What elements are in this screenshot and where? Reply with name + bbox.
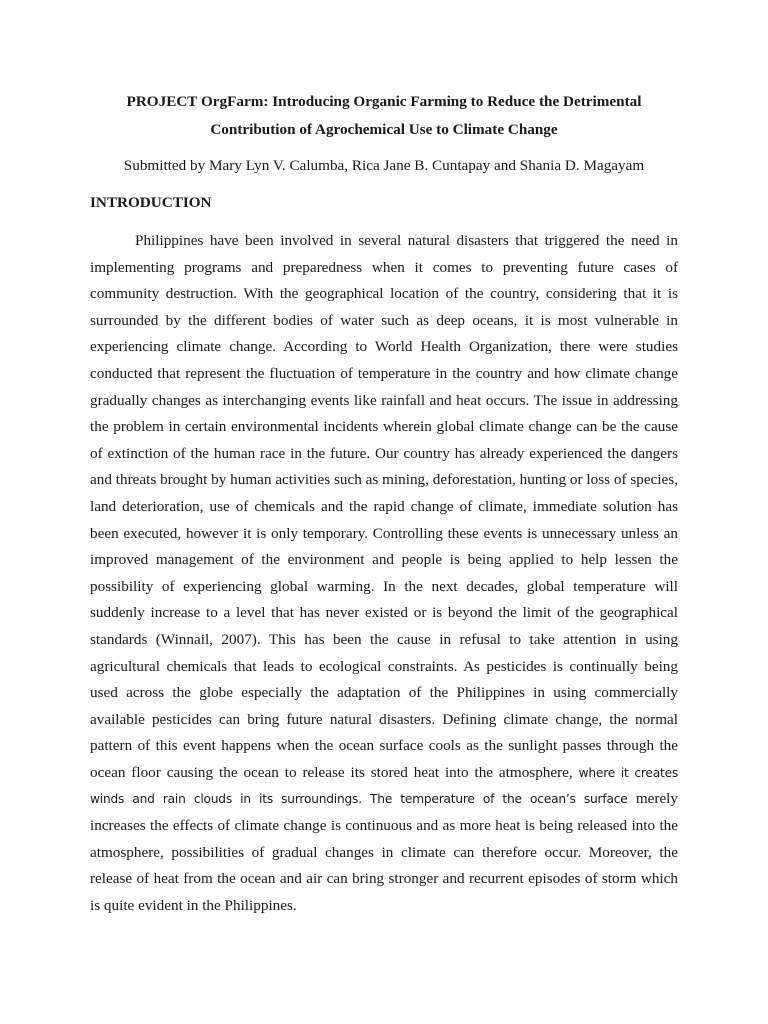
introduction-paragraph bbox=[90, 228, 678, 919]
title-line-1: PROJECT OrgFarm: Introducing Organic Farming to Reduce the Detrimental bbox=[126, 93, 642, 110]
paragraph-text-part-1: Philippines have been involved in several natural disasters that triggered the need in implementing programs and preparedness when it comes to preventing future cases of community destruction. With the geographical location of the country, considering that it is surrounded by the different bodies of water such as deep oceans, it is most vulnerable in experiencing climate change. According to World Health Organization, there were studies conducted that represent the fluctuation of temperature in the country and how climate change gradually changes as interchanging events like rainfall and heat occurs. The issue in addressing the problem in certain environmental incidents wherein global climate change can be the cause of extinction of the human race in the future. Our country has already experienced the dangers and threats brought by human activities such as mining, deforestation, hunting or loss of species, land deterioration, use of chemicals and the rapid change of climate, immediate solution has been executed, however it is only temporary. Controlling these events is unnecessary unless an improved management of the environment and people is being applied to help lessen the possibility of experiencing global warming. In the next decades, global temperature will suddenly increase to a level that has never existed or is beyond the limit of the geographical standards (Winnail, 2007). This has been the cause in refusal to take attention in using agricultural chemicals that leads to ecological constraints. As pesticides is continually being used across the globe especially the adaptation of the Philippines in using commercially available pesticides can bring future natural disasters. Defining climate change, the normal pattern of this event happens when the ocean surface cools as the sunlight passes through the ocean floor causing the ocean to release its stored heat into the atmosphere, bbox=[90, 232, 678, 781]
document-title bbox=[90, 88, 678, 144]
authors-line: Submitted by Mary Lyn V. Calumba, Rica Jane B. Cuntapay and Shania D. Magayam bbox=[123, 157, 645, 174]
paragraph-text-part-2: where it creates winds and rain clouds in its surroundings. The temperature of the ocean’s surface bbox=[90, 765, 679, 807]
paragraph-text-part-3: merely increases the effects of climate change is continuous and as more heat is being released into the atmosphere, possibilities of gradual changes in climate can therefore occur. Moreover, the release of heat from the ocean and air can bring stronger and recurrent episodes of storm which is quite evident in the Philippines. bbox=[90, 790, 678, 914]
section-heading: INTRODUCTION bbox=[90, 194, 212, 211]
title-line-2: Contribution of Agrochemical Use to Climate Change bbox=[210, 121, 558, 138]
